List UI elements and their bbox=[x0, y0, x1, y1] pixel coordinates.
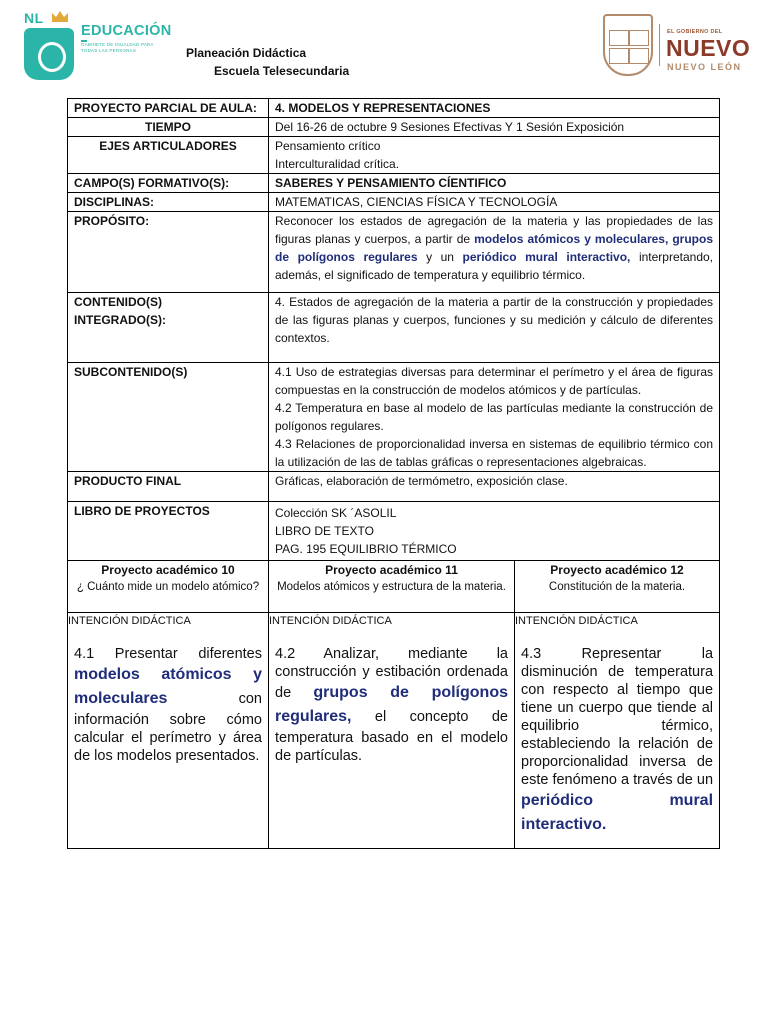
table-row bbox=[68, 561, 720, 613]
disciplinas-value: MATEMATICAS, CIENCIAS FÍSICA Y TECNOLOGÍA bbox=[269, 193, 720, 212]
subcontenido-item: 4.3 Relaciones de proporcionalidad inversa en sistemas de equilibrio térmico con la utilización de las de tablas gráficas o representaciones algebraicas. bbox=[275, 437, 714, 469]
subcontenido-value bbox=[269, 363, 720, 472]
intent-cell-2 bbox=[269, 613, 515, 849]
government-sub-text: NUEVO LEÓN bbox=[667, 62, 742, 72]
nl-label: NL bbox=[24, 10, 44, 26]
subcontenido-item: 4.2 Temperatura en base al modelo de las partículas mediante la construcción de polígonos regulares. bbox=[275, 401, 714, 433]
tiempo-label: TIEMPO bbox=[68, 118, 269, 137]
ejes-value bbox=[269, 137, 720, 174]
proyecto-value: 4. MODELOS Y REPRESENTACIONES bbox=[269, 99, 720, 118]
proposito-text: interpretando, además, el significado de temperatura y equilibrio térmico. bbox=[275, 250, 714, 282]
crown-icon bbox=[52, 11, 68, 22]
table-row bbox=[68, 137, 720, 174]
producto-label: PRODUCTO FINAL bbox=[68, 472, 269, 502]
project-subtitle: Constitución de la materia. bbox=[548, 581, 686, 593]
eje-item: Interculturalidad crítica. bbox=[275, 157, 400, 171]
producto-value: Gráficas, elaboración de termómetro, exposición clase. bbox=[269, 472, 720, 502]
eje-item: Pensamiento crítico bbox=[275, 139, 381, 153]
table-row bbox=[68, 613, 720, 849]
intent-cell-1 bbox=[68, 613, 269, 849]
education-subtitle: GABINETE DE IGUALDAD PARA TODAS LAS PERSONAS bbox=[81, 42, 154, 53]
page-subtitle: Escuela Telesecundaria bbox=[214, 64, 350, 78]
table-row bbox=[68, 363, 720, 472]
education-logo bbox=[24, 10, 170, 80]
intent-text: 4.1 Presentar diferentes modelos atómicos y moleculares con información sobre cómo calcular el perímetro y área de los modelos presentados. bbox=[74, 646, 262, 764]
libro-label: LIBRO DE PROYECTOS bbox=[68, 502, 269, 561]
education-title: EDUCACIÓN bbox=[81, 23, 172, 39]
subcontenido-item: 4.1 Uso de estrategias diversas para determinar el perímetro y el área de figuras compuestas en la construcción de modelos atómicos y de partículas. bbox=[275, 365, 714, 397]
intent-heading: INTENCIÓN DIDÁCTICA bbox=[269, 615, 392, 627]
table-row bbox=[68, 502, 720, 561]
coat-of-arms-icon bbox=[603, 14, 653, 76]
table-row bbox=[68, 293, 720, 363]
proposito-highlight: modelos atómicos y moleculares, grupos de polígonos regulares bbox=[275, 232, 714, 264]
subcontenido-label: SUBCONTENIDO(S) bbox=[68, 363, 269, 472]
project-11 bbox=[269, 561, 515, 613]
project-12 bbox=[515, 561, 720, 613]
table-row bbox=[68, 193, 720, 212]
ejes-label: EJES ARTICULADORES bbox=[68, 137, 269, 174]
intent-heading: INTENCIÓN DIDÁCTICA bbox=[68, 615, 191, 627]
government-big-text: NUEVO bbox=[666, 35, 751, 61]
table-row bbox=[68, 174, 720, 193]
proposito-label: PROPÓSITO: bbox=[68, 212, 269, 293]
libro-line: LIBRO DE TEXTO bbox=[275, 524, 374, 538]
intent-text: 4.2 Analizar, mediante la construcción y estibación ordenada de grupos de polígonos regulares, el concepto de temperatura basado en el modelo de partículas. bbox=[275, 646, 508, 764]
project-title: Proyecto académico 10 bbox=[101, 563, 235, 577]
disciplinas-label: DISCIPLINAS: bbox=[68, 193, 269, 212]
proposito-highlight: periódico mural interactivo, bbox=[462, 250, 631, 264]
project-10 bbox=[68, 561, 269, 613]
libro-line: PAG. 195 EQUILIBRIO TÉRMICO bbox=[275, 542, 457, 556]
intent-cell-3 bbox=[515, 613, 720, 849]
table-row bbox=[68, 472, 720, 502]
intent-text: 4.3 Representar la disminución de temperatura con respecto al tiempo que tiene un cuerpo que tiende al equilibrio térmico, estableciendo la relación de proporcionalidad inversa de este fenómeno a través de un periódico mural interactivo. bbox=[521, 646, 714, 833]
table-row bbox=[68, 212, 720, 293]
planning-table bbox=[67, 98, 720, 849]
project-title: Proyecto académico 11 bbox=[325, 563, 458, 577]
intent-heading: INTENCIÓN DIDÁCTICA bbox=[515, 615, 638, 627]
libro-value bbox=[269, 502, 720, 561]
shield-icon bbox=[24, 28, 74, 80]
page-title: Planeación Didáctica bbox=[186, 46, 307, 60]
campo-label: CAMPO(S) FORMATIVO(S): bbox=[68, 174, 269, 193]
proposito-value bbox=[269, 212, 720, 293]
tiempo-value: Del 16-26 de octubre 9 Sesiones Efectivas Y 1 Sesión Exposición bbox=[269, 118, 720, 137]
project-title: Proyecto académico 12 bbox=[550, 563, 684, 577]
contenido-value: 4. Estados de agregación de la materia a partir de la construcción y propiedades de las figuras planas y cuerpos, funciones y su medición y cálculo de diferentes contextos. bbox=[269, 293, 720, 363]
table-row bbox=[68, 118, 720, 137]
contenido-label-line: INTEGRADO(S): bbox=[74, 313, 166, 327]
proyecto-label: PROYECTO PARCIAL DE AULA: bbox=[68, 99, 269, 118]
contenido-label-line: CONTENIDO(S) bbox=[74, 295, 162, 309]
proposito-text: Reconocer los estados de agregación de la materia y las propiedades de las figuras planas y cuerpos, a partir de bbox=[275, 214, 714, 246]
project-subtitle: Modelos atómicos y estructura de la materia. bbox=[277, 581, 506, 593]
government-logo bbox=[603, 12, 768, 80]
project-subtitle: ¿ Cuánto mide un modelo atómico? bbox=[76, 581, 260, 593]
divider bbox=[659, 24, 660, 66]
contenido-label bbox=[68, 293, 269, 363]
libro-line: Colección SK ´ASOLIL bbox=[275, 506, 397, 520]
government-small-text: EL GOBIERNO DEL bbox=[667, 29, 723, 35]
proposito-text: y un bbox=[417, 250, 463, 264]
table-row bbox=[68, 99, 720, 118]
campo-value: SABERES Y PENSAMIENTO CÍENTIFICO bbox=[269, 174, 720, 193]
